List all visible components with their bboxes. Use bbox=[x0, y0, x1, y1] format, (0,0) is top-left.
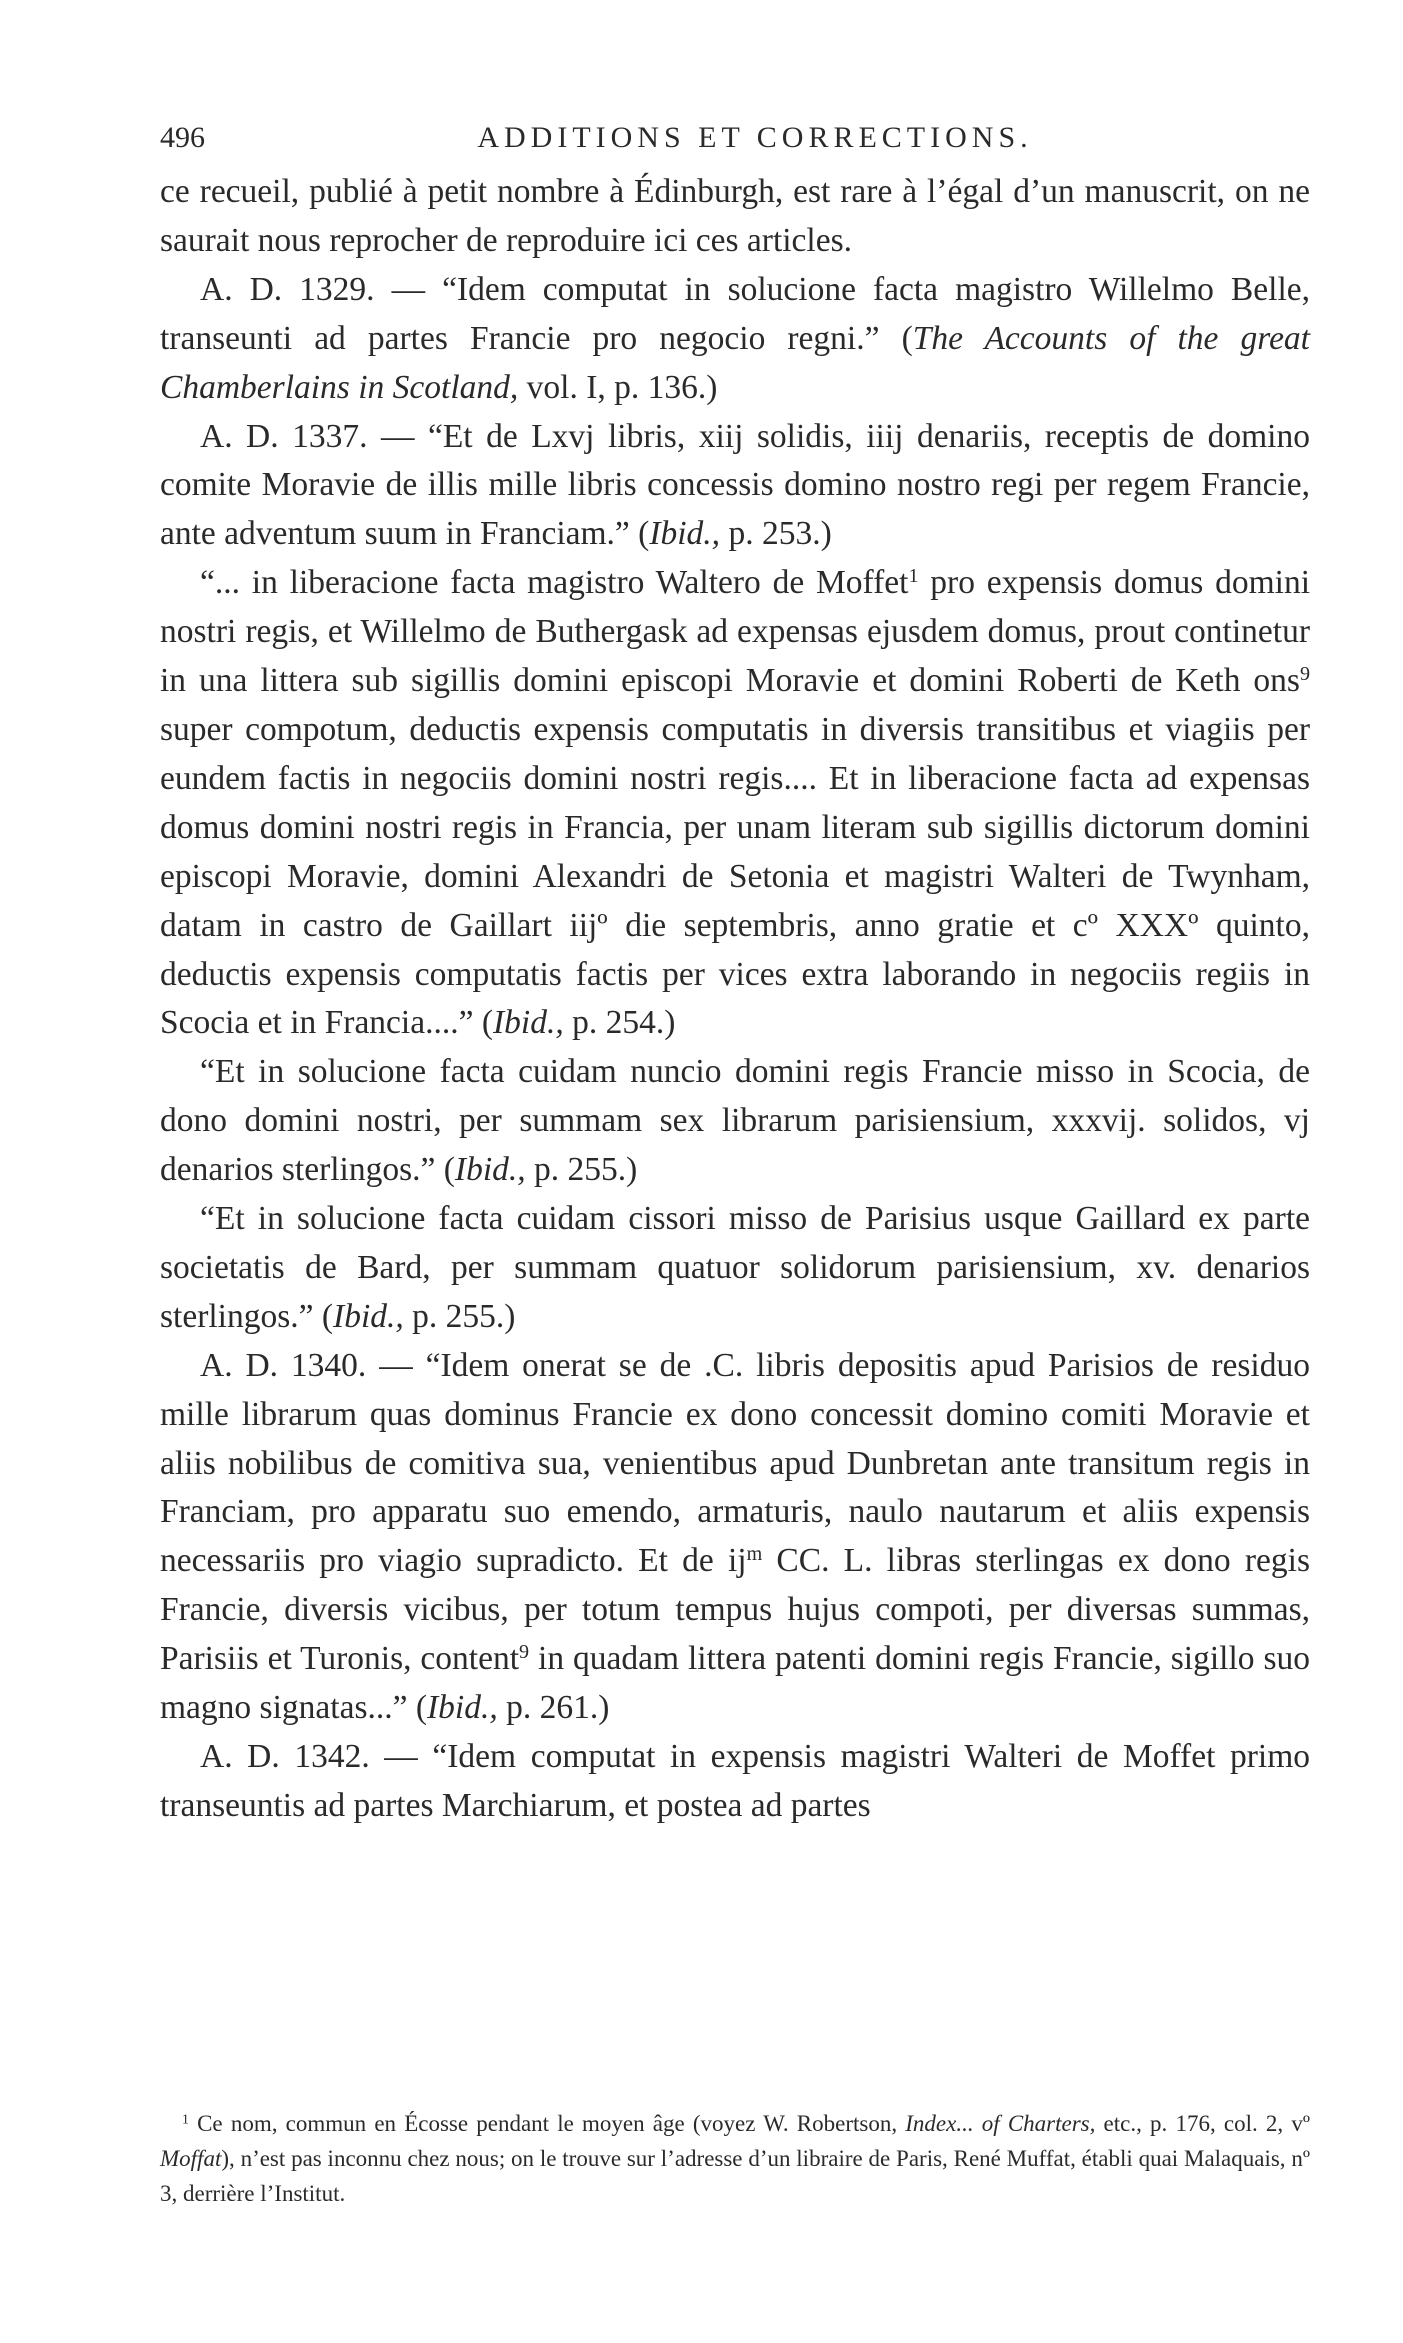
citation-ibid: Ibid., bbox=[333, 1297, 404, 1335]
paragraph-text: pro expensis domus domini nostri regis, et Willelmo de Buthergask ad expensas ejusdem domus, prout continetur in una littera sub sigillis domini episcopi Moravie et domini Roberti de Keth ons bbox=[160, 564, 1310, 700]
paragraph-text: in quadam littera patenti domini regis Francie, sigillo suo magno signatas...” ( bbox=[160, 1640, 1310, 1727]
paragraph-moffet bbox=[160, 559, 1310, 1048]
abbreviation-mark: 9 bbox=[1299, 663, 1310, 686]
citation-reference: vol. I, p. 136.) bbox=[518, 368, 718, 406]
paragraph-text: CC. L. libras sterlingas ex dono regis Francie, diversis vicibus, per totum tempus hujus compoti, per diversas summas, Parisiis et Turonis, content bbox=[160, 1542, 1310, 1678]
footnote-mark: 1 bbox=[182, 2111, 189, 2127]
citation-ibid: Ibid., bbox=[454, 1151, 526, 1189]
abbreviation-mark: m bbox=[746, 1543, 763, 1566]
paragraph-1340 bbox=[160, 1342, 1310, 1733]
citation-reference: p. 261.) bbox=[497, 1689, 610, 1727]
page-header bbox=[160, 113, 1310, 163]
citation-reference: p. 253.) bbox=[720, 515, 832, 553]
paragraph-text: ce recueil, publié à petit nombre à Édinburgh, est rare à l’égal d’un manuscrit, on ne saurait nous reprocher de reproduire ici ces articles. bbox=[160, 173, 1310, 259]
paragraph-text: super compotum, deductis expensis computatis in diversis transitibus et viagiis per eundem factis in negociis domini nostri regis.... Et in liberacione facta ad expensas domus domini nostri regis in Francia, per unam literam sub sigillis dictorum domini episcopi Moravie, domini Alexandri de Setonia et magistri Walteri de Twynham, datam in castro de Gaillart iijº die septembris, anno gratie et cº XXXº quinto, deductis expensis computatis factis per vices extra laborando in negociis regiis in Scocia et in Francia....” ( bbox=[160, 710, 1310, 1042]
footnote-1 bbox=[160, 2106, 1310, 2211]
citation-ibid: Ibid., bbox=[649, 515, 721, 553]
paragraph-text: “Et in solucione facta cuidam cissori misso de Parisius usque Gaillard ex parte societatis de Bard, per summam quatuor solidorum parisiensium, xv. denarios sterlingos.” ( bbox=[160, 1200, 1310, 1335]
footnote-citation: Moffat bbox=[160, 2146, 222, 2171]
paragraph-text: “Et in solucione facta cuidam nuncio domini regis Francie misso in Scocia, de dono domini nostri, per summam sex librarum parisiensium, xxxvij. solidos, vj denarios sterlingos.” ( bbox=[160, 1053, 1310, 1189]
main-text bbox=[160, 168, 1310, 1831]
footnote-reference[interactable]: 1 bbox=[908, 565, 919, 588]
paragraph-1342 bbox=[160, 1733, 1310, 1831]
paragraph-1329 bbox=[160, 266, 1310, 413]
citation-reference: p. 255.) bbox=[525, 1151, 638, 1189]
footnote-citation: Index... of Charters, bbox=[905, 2111, 1096, 2136]
paragraph-text: “... in liberacione facta magistro Waltero de Moffet bbox=[200, 564, 909, 602]
paragraph-text: A. D. 1337. — “Et de Lxvj libris, xiij solidis, iiij denariis, receptis de domino comite Moravie de illis mille libris concessis domino nostro regi per regem Francie, ante adventum suum in Franciam.” ( bbox=[160, 417, 1310, 553]
paragraph-nuncio bbox=[160, 1048, 1310, 1195]
footnote-text: etc., p. 176, col. 2, vº bbox=[1095, 2111, 1310, 2136]
footnote-text: ), n’est pas inconnu chez nous; on le trouve sur l’adresse d’un libraire de Paris, René Muffat, établi quai Malaquais, nº 3, derrière l’Institut. bbox=[160, 2146, 1310, 2206]
citation-ibid: Ibid., bbox=[493, 1004, 564, 1042]
citation-reference: p. 255.) bbox=[403, 1297, 516, 1335]
paragraph-cissori bbox=[160, 1195, 1310, 1342]
paragraph-text: A. D. 1329. — “Idem computat in solucione facta magistro Willelmo Belle, transeunti ad partes Francie pro negocio regni.” ( bbox=[160, 270, 1310, 357]
footnote-text: Ce nom, commun en Écosse pendant le moyen âge (voyez W. Robertson, bbox=[197, 2111, 906, 2136]
paragraph-text: A. D. 1342. — “Idem computat in expensis magistri Walteri de Moffet primo transeuntis ad partes Marchiarum, et postea ad partes bbox=[160, 1738, 1310, 1824]
running-title: ADDITIONS ET CORRECTIONS. bbox=[477, 121, 1033, 154]
abbreviation-mark: 9 bbox=[519, 1641, 530, 1664]
citation-title: The Accounts of the great Chamberlains in Scotland, bbox=[160, 319, 1310, 406]
footnotes bbox=[160, 2106, 1310, 2211]
paragraph-text: A. D. 1340. — “Idem onerat se de .C. libris depositis apud Parisios de residuo mille librarum quas dominus Francie ex dono concessit domino comiti Moravie et aliis nobilibus de comitiva sua, venientibus apud Dunbretan ante transitum regis in Franciam, pro apparatu suo emendo, armaturis, naulo nautarum et aliis expensis necessariis pro viagio supradicto. Et de ij bbox=[160, 1346, 1310, 1580]
citation-ibid: Ibid., bbox=[427, 1689, 498, 1727]
paragraph-intro bbox=[160, 168, 1310, 266]
citation-reference: p. 254.) bbox=[563, 1004, 676, 1042]
page-number: 496 bbox=[160, 121, 205, 154]
paragraph-1337 bbox=[160, 413, 1310, 560]
